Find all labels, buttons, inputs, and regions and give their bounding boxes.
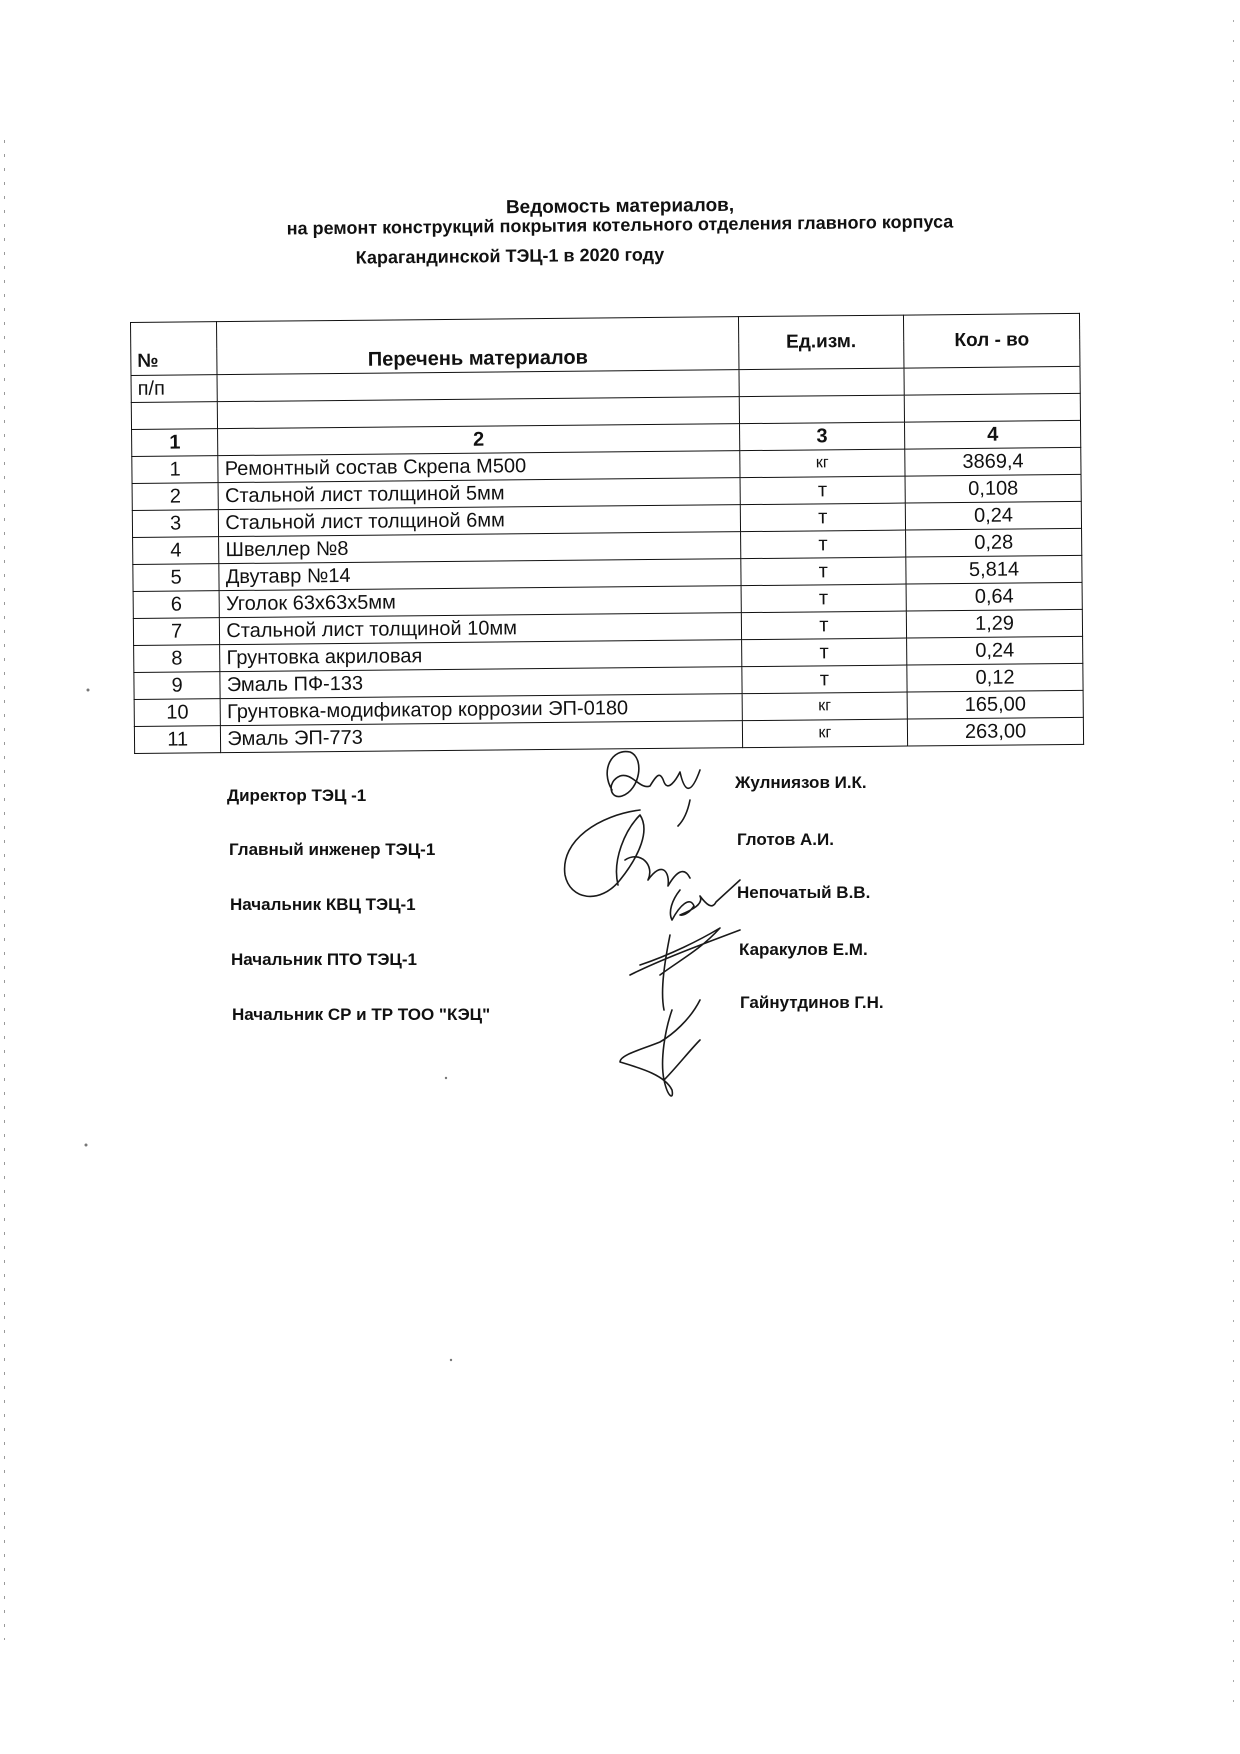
header-blank — [739, 395, 905, 424]
row-material: Эмаль ПФ-133 — [220, 667, 741, 699]
column-index: 4 — [905, 420, 1081, 449]
signature-pto-head — [630, 928, 740, 1010]
row-material: Ремонтный состав Скрепа М500 — [218, 451, 739, 483]
signature-chief-engineer — [565, 810, 690, 896]
scan-edge-left — [4, 140, 5, 1640]
header-blank — [131, 322, 218, 349]
scan-speck — [87, 689, 90, 692]
row-number: 7 — [133, 618, 220, 646]
row-unit: кг — [742, 692, 908, 721]
row-number: 8 — [134, 645, 221, 673]
row-unit: т — [741, 611, 907, 640]
materials-table — [130, 313, 1084, 754]
signature-director — [607, 752, 700, 826]
row-material: Швеллер №8 — [219, 532, 740, 564]
column-index: 1 — [132, 429, 219, 457]
header-quantity: Кол - во — [904, 313, 1080, 368]
document-title: Ведомость материалов, — [505, 194, 735, 219]
document-subtitle: на ремонт конструкций покрытия котельного отделения главного корпуса — [286, 211, 954, 239]
row-quantity: 165,00 — [907, 690, 1083, 719]
row-material: Стальной лист толщиной 6мм — [219, 505, 740, 537]
header-blank — [904, 393, 1080, 422]
row-number: 9 — [134, 672, 221, 700]
signatory-name-sr-tr-head: Гайнутдинов Г.Н. — [740, 993, 884, 1012]
row-unit: т — [740, 557, 906, 586]
scan-speck — [445, 1077, 447, 1079]
signatory-name-chief-engineer: Глотов А.И. — [737, 830, 834, 849]
header-unit: Ед.изм. — [738, 315, 904, 370]
row-material: Грунтовка-модификатор коррозии ЭП-0180 — [220, 694, 741, 726]
row-number: 6 — [133, 591, 220, 619]
row-quantity: 0,108 — [905, 474, 1081, 503]
header-number-sub: п/п — [131, 375, 218, 403]
row-unit: т — [741, 665, 907, 694]
row-number: 4 — [133, 537, 220, 565]
row-number: 5 — [133, 564, 220, 592]
row-number: 2 — [132, 483, 219, 511]
column-index: 3 — [739, 422, 905, 451]
scan-edge-right — [1233, 20, 1234, 1720]
row-quantity: 0,24 — [905, 501, 1081, 530]
row-material: Двутавр №14 — [219, 559, 740, 591]
row-unit: кг — [739, 449, 905, 478]
signature-sr-tr-head — [620, 1000, 700, 1096]
row-unit: т — [740, 503, 906, 532]
row-number: 3 — [132, 510, 219, 538]
header-number: № — [131, 348, 218, 375]
signatory-name-director: Жулниязов И.К. — [735, 773, 867, 792]
document-subtitle-line2: Карагандинской ТЭЦ-1 в 2020 году — [355, 244, 665, 268]
row-quantity: 0,12 — [907, 663, 1083, 692]
signatory-role-kvc-head: Начальник КВЦ ТЭЦ-1 — [230, 895, 416, 914]
header-blank — [131, 402, 218, 430]
row-unit: кг — [742, 719, 908, 748]
scan-speck — [450, 1359, 452, 1361]
header-blank — [739, 368, 905, 397]
row-quantity: 263,00 — [908, 717, 1084, 746]
row-unit: т — [741, 584, 907, 613]
column-index: 2 — [218, 424, 739, 456]
row-number: 1 — [132, 456, 219, 484]
signatory-name-pto-head: Каракулов Е.М. — [739, 940, 868, 959]
row-material: Грунтовка акриловая — [220, 640, 741, 672]
row-unit: т — [741, 638, 907, 667]
scan-speck — [85, 1144, 88, 1147]
header-blank — [904, 366, 1080, 395]
row-number: 11 — [134, 726, 221, 754]
signatory-name-kvc-head: Непочатый В.В. — [737, 883, 871, 902]
row-quantity: 0,64 — [906, 582, 1082, 611]
row-quantity: 0,28 — [906, 528, 1082, 557]
row-material: Стальной лист толщиной 10мм — [220, 613, 741, 645]
signatory-role-director: Директор ТЭЦ -1 — [227, 786, 367, 805]
row-unit: т — [740, 530, 906, 559]
row-quantity: 5,814 — [906, 555, 1082, 584]
row-unit: т — [740, 476, 906, 505]
signatory-role-chief-engineer: Главный инженер ТЭЦ-1 — [229, 840, 436, 859]
signatory-role-sr-tr-head: Начальник СР и ТР ТОО "КЭЦ" — [232, 1005, 491, 1024]
row-quantity: 3869,4 — [905, 447, 1081, 476]
signatory-role-pto-head: Начальник ПТО ТЭЦ-1 — [231, 950, 417, 969]
row-quantity: 1,29 — [907, 609, 1083, 638]
row-quantity: 0,24 — [907, 636, 1083, 665]
row-material: Эмаль ЭП-773 — [221, 721, 742, 753]
row-material: Стальной лист толщиной 5мм — [218, 478, 739, 510]
row-material: Уголок 63х63х5мм — [219, 586, 740, 618]
row-number: 10 — [134, 699, 221, 727]
signature-kvc-head — [670, 880, 740, 920]
header-materials-list: Перечень материалов — [217, 343, 738, 375]
